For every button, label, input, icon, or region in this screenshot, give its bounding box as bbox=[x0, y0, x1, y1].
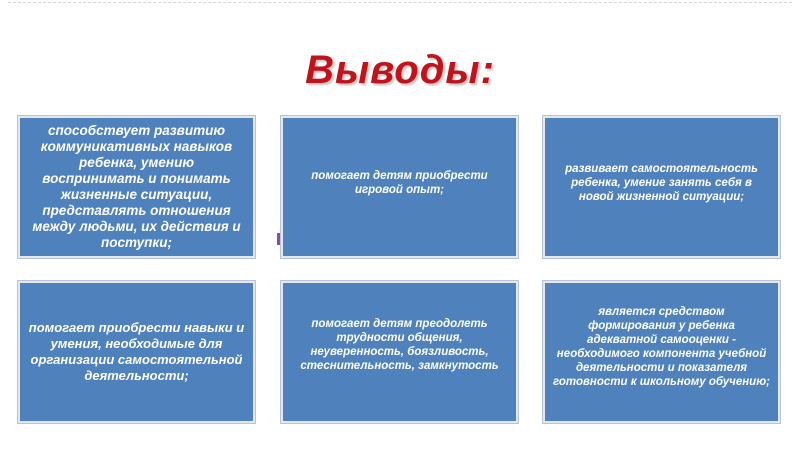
conclusion-card-3 bbox=[543, 116, 780, 258]
conclusion-card-4 bbox=[18, 281, 255, 423]
conclusion-card-5 bbox=[281, 281, 518, 423]
conclusion-text-1: способствует развитию коммуникативных навыков ребенка, умению воспринимать и понимать жизненные ситуации, представлять отношения между людьми, их действия и поступки; bbox=[32, 123, 241, 250]
conclusion-card-2 bbox=[281, 116, 518, 258]
conclusion-text-2: помогает детям приобрести игровой опыт; bbox=[311, 170, 488, 196]
slide-title: Выводы: bbox=[305, 48, 495, 92]
conclusion-text-3: развивает самостоятельность ребенка, умение занять себя в новой жизненной ситуации; bbox=[565, 163, 758, 203]
conclusion-card-6 bbox=[543, 281, 780, 423]
conclusion-text-4: помогает приобрести навыки и умения, необходимые для организации самостоятельной деятельности; bbox=[28, 320, 245, 383]
top-divider bbox=[8, 2, 792, 3]
conclusion-card-1 bbox=[18, 116, 255, 258]
conclusion-text-6: является средством формирования у ребенка адекватной самооценки - необходимого компонента учебной деятельности и показателя готовности к школьному обучению; bbox=[553, 306, 770, 388]
conclusion-text-5: помогает детям преодолеть трудности общения, неуверенность, боязливость, стеснительность, замкнутость bbox=[300, 318, 499, 372]
